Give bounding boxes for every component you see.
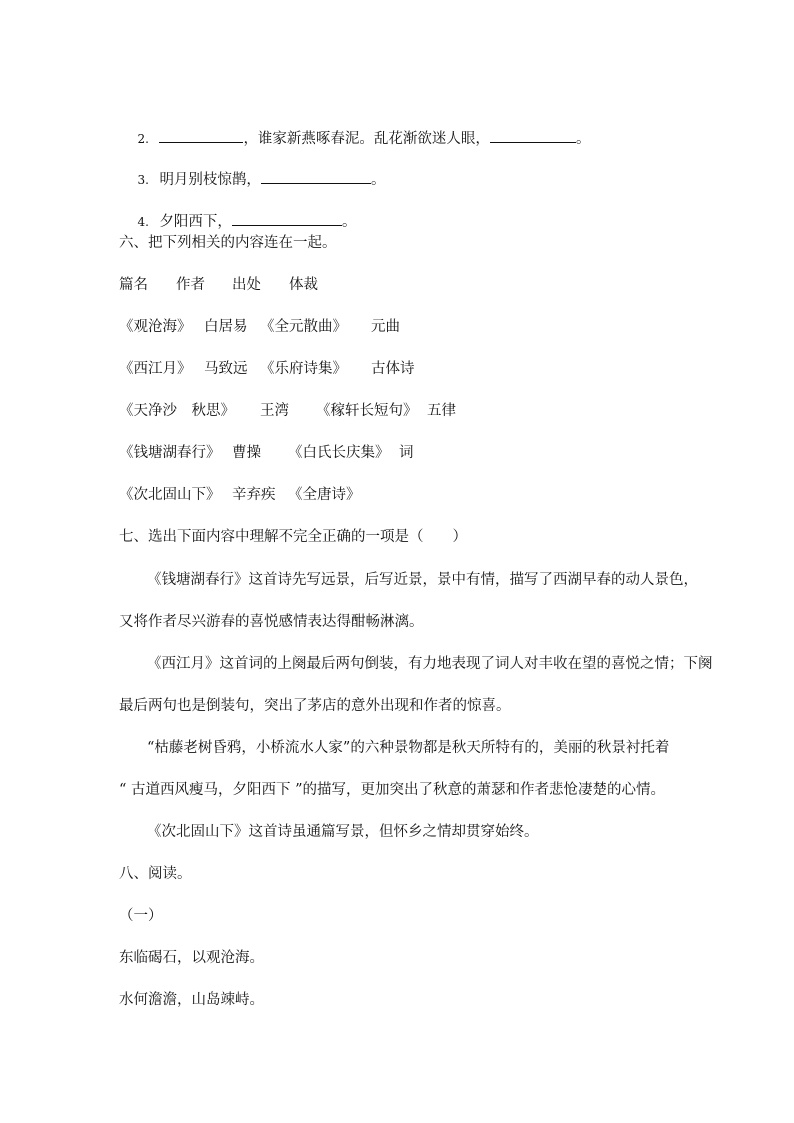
question-text-end: 。 [370, 172, 386, 188]
cell-genre: 词 [399, 445, 414, 461]
cell-genre: 元曲 [371, 319, 400, 335]
cell-title: 《天净沙 秋思》 [119, 403, 235, 419]
cell-author: 曹操 [232, 445, 261, 461]
fill-blank[interactable] [490, 128, 576, 143]
table-row [0, 443, 794, 463]
header-source: 出处 [232, 277, 261, 293]
fill-blank[interactable] [261, 169, 371, 184]
header-title: 篇名 [119, 277, 148, 293]
option-a-line-1: 《钱塘湖春行》这首诗先写远景，后写近景，景中有情，描写了西湖早春的动人景色， [147, 572, 698, 588]
option-c-line-1: “枯藤老树昏鸦，小桥流水人家”的六种景物都是秋天所特有的，美丽的秋景衬托着 [147, 740, 670, 756]
match-table-header [0, 275, 794, 295]
section-7-title: 七、选出下面内容中理解不完全正确的一项是（ ） [119, 529, 467, 545]
cell-title: 《钱塘湖春行》 [119, 445, 221, 461]
cell-author: 辛弃疾 [232, 487, 276, 503]
option-a-line-2: 又将作者尽兴游春的喜悦感情表达得酣畅淋漓。 [119, 614, 424, 630]
cell-source: 《稼轩长短句》 [316, 403, 418, 419]
cell-source: 《乐府诗集》 [260, 361, 347, 377]
option-b-line-1: 《西江月》这首词的上阕最后两句倒装，有力地表现了词人对丰收在望的喜悦之情；下阕 [147, 656, 713, 672]
question-text-end: 。 [341, 214, 357, 230]
question-text: 明月别枝惊鹊， [159, 172, 261, 188]
header-genre: 体裁 [289, 277, 318, 293]
poem-line-1: 东临碣石，以观沧海。 [119, 950, 264, 966]
section-6-title: 六、把下列相关的内容连在一起。 [119, 235, 337, 251]
option-d-line-1: 《次北固山下》这首诗虽通篇写景，但怀乡之情却贯穿始终。 [147, 824, 539, 840]
cell-title: 《观沧海》 [119, 319, 192, 335]
table-row [0, 359, 794, 379]
section-8-title: 八、阅读。 [119, 866, 192, 882]
option-b-line-2: 最后两句也是倒装句，突出了茅店的意外出现和作者的惊喜。 [119, 698, 511, 714]
cell-author: 王湾 [260, 403, 289, 419]
poem-line-2: 水何澹澹，山岛竦峙。 [119, 992, 264, 1008]
cell-genre: 五律 [427, 403, 456, 419]
cell-source: 《全元散曲》 [260, 319, 347, 335]
table-row [0, 485, 794, 505]
cell-author: 马致远 [204, 361, 248, 377]
table-row [0, 401, 794, 421]
header-author: 作者 [176, 277, 205, 293]
cell-title: 《次北固山下》 [119, 487, 221, 503]
question-text: ，谁家新燕啄春泥。乱花渐欲迷人眼， [243, 131, 490, 147]
cell-title: 《西江月》 [119, 361, 192, 377]
section-8-subheading: （一） [119, 908, 163, 924]
question-number: 3. [137, 173, 149, 187]
question-number: 4. [137, 215, 149, 229]
table-row [0, 317, 794, 337]
question-text: 夕阳西下， [159, 214, 232, 230]
fill-blank[interactable] [159, 128, 243, 143]
cell-source: 《全唐诗》 [288, 487, 361, 503]
option-c-line-2: “ 古道西风瘦马，夕阳西下 ”的描写，更加突出了秋意的萧瑟和作者悲怆凄楚的心情。 [119, 782, 666, 798]
cell-source: 《白氏长庆集》 [288, 445, 390, 461]
question-number: 2. [137, 132, 149, 146]
question-text-end: 。 [575, 131, 591, 147]
fill-blank[interactable] [232, 211, 342, 226]
cell-author: 白居易 [204, 319, 248, 335]
cell-genre: 古体诗 [371, 361, 415, 377]
